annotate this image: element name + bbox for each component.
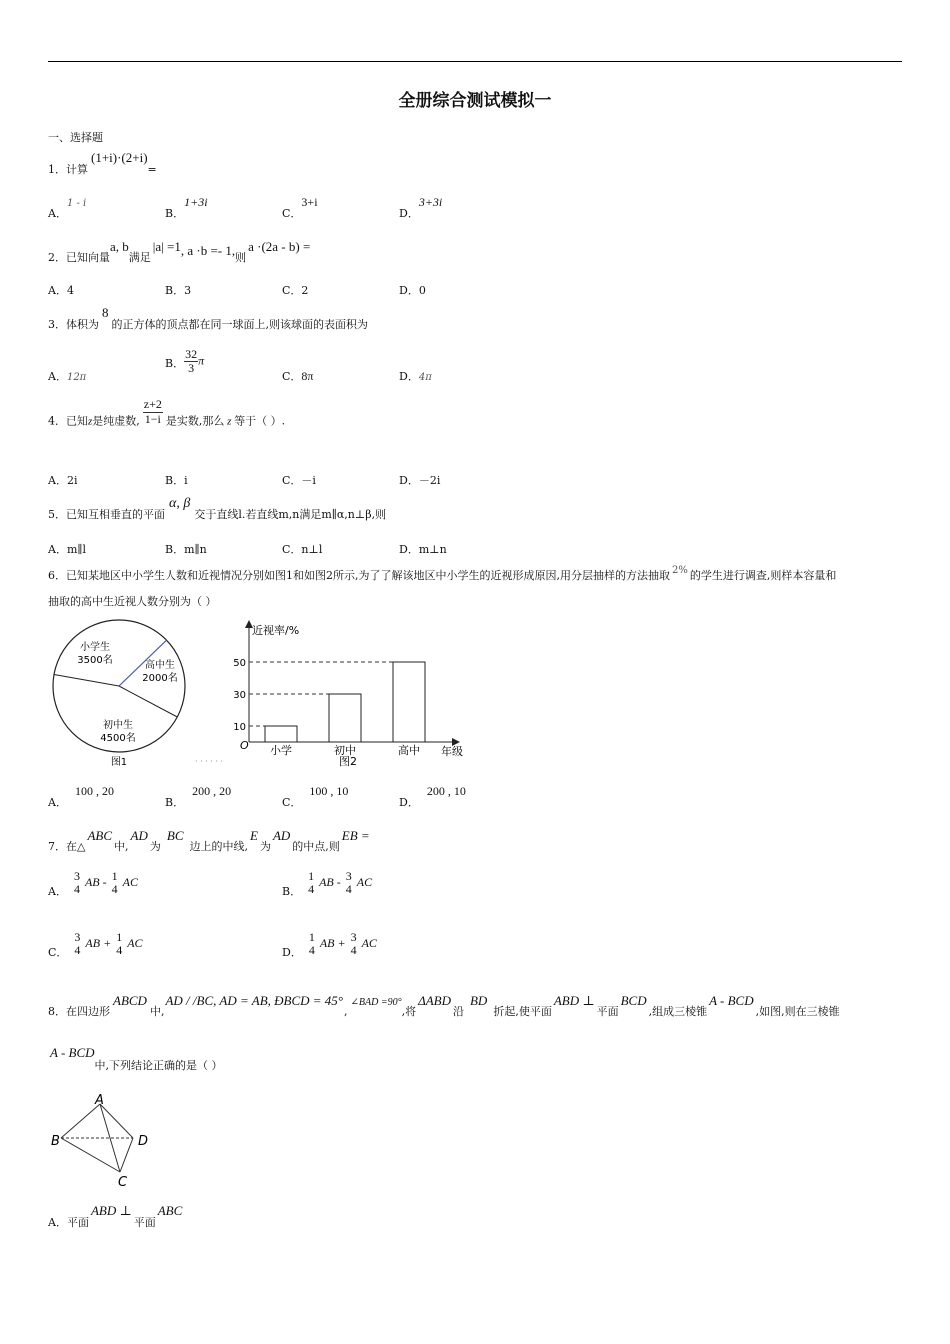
question-1: 1．计算(1+i)·(2+i)=	[48, 150, 157, 176]
question-7: 7．在△ABC中,AD为BC边上的中线,E为AD的中点,则EB =	[48, 828, 370, 853]
q2-option-b: B．3	[165, 284, 192, 297]
page-title: 全册综合测试模拟一	[398, 91, 552, 111]
y-tick-label: 30	[233, 690, 246, 701]
tetrahedron-figure	[48, 1090, 158, 1190]
bar-chart-figure	[228, 618, 468, 770]
question-6-line-2: 抽取的高中生近视人数分别为（ ）	[48, 595, 217, 608]
figure-separator-dots: · · · · · ·	[195, 757, 223, 766]
q3-option-c: C．8π	[282, 369, 314, 383]
question-5: 5．已知互相垂直的平面α, β交于直线l.若直线m,n满足m∥α,n⊥β,则	[48, 496, 387, 521]
bar-3	[393, 662, 425, 742]
q8-option-a: A．平面ABD ⊥平面ABC	[48, 1203, 183, 1229]
vertex-a-label: A	[95, 1093, 104, 1108]
pie-count-primary: 3500名	[77, 655, 113, 666]
bar-1	[265, 726, 297, 742]
pie-label-middle: 初中生	[103, 720, 133, 731]
q2-option-c: C．2	[282, 284, 309, 297]
x-category-label: 高中	[398, 744, 420, 757]
q1-option-a: A．1 - i	[48, 198, 87, 220]
question-4: 4．已知z是纯虚数, $\frac{z+2}{1-i}$ 是实数,那么 z 等于（ ）.	[48, 397, 286, 428]
q1-option-b: B．1+3i	[165, 195, 208, 220]
origin-label: O	[240, 739, 249, 752]
pie-label-high: 高中生	[145, 660, 175, 671]
x-axis-label: 年级	[441, 745, 463, 758]
pie-count-middle: 4500名	[100, 733, 136, 744]
q2-option-d: D．0	[399, 284, 426, 297]
q7-option-d: D． 1 4 AB + 3 4 AC	[282, 930, 377, 960]
x-category-label: 小学	[270, 744, 292, 757]
figure-2-caption: 图2	[339, 755, 357, 768]
pie-chart-figure	[46, 616, 196, 772]
q7-option-a: A． 3 4 AB - 1 4 AC	[48, 869, 138, 899]
vertex-d-label: D	[138, 1134, 149, 1149]
q6-option-d: D．200 , 10	[399, 784, 466, 809]
q4-option-c: C．－i	[282, 474, 316, 487]
q1-option-c: C．3+i	[282, 195, 318, 220]
q7-option-c: C． 3 4 AB + 1 4 AC	[48, 930, 143, 960]
q1-option-d: D．3+3i	[399, 195, 443, 220]
q7-option-b: B． 1 4 AB - 3 4 AC	[282, 869, 373, 899]
pie-label-primary: 小学生	[80, 642, 110, 653]
y-tick-label: 10	[233, 722, 246, 733]
q4-option-a: A．2i	[48, 474, 78, 487]
question-3: 3．体积为8的正方体的顶点都在同一球面上,则该球面的表面积为	[48, 305, 368, 331]
q5-option-b: B．m∥n	[165, 543, 207, 556]
figure-1-caption: 图1	[110, 757, 128, 768]
q3-option-d: D．4π	[399, 370, 432, 383]
question-8-line-1: 8．在四边形ABCD中,AD / /BC, AD = AB, ÐBCD = 45°,∠BAD =90°,将ΔABD沿BD折起,使平面ABD ⊥平面BCD,组成三棱锥A - BCD,如图,则在三棱锥	[48, 993, 840, 1018]
q1-expression: (1+i)·(2+i)	[91, 150, 148, 165]
y-axis-label: 近视率/%	[252, 624, 300, 637]
vertex-b-label: B	[51, 1134, 60, 1149]
q4-option-b: B．i	[165, 474, 188, 487]
q6-option-c: C．100 , 10	[282, 784, 349, 809]
q4-option-d: D．－2i	[399, 474, 441, 487]
top-rule	[48, 61, 902, 62]
q5-option-c: C．n⊥l	[282, 543, 323, 556]
q5-option-a: A．m∥l	[48, 543, 86, 556]
question-8-line-2: A - BCD中,下列结论正确的是（ ）	[50, 1045, 223, 1072]
question-6-line-1: 6．已知某地区中小学生人数和近视情况分别如图1和如图2所示,为了了解该地区中小学生的近视形成原因,用分层抽样的方法抽取 2% 的学生进行调查,则样本容量和	[48, 565, 837, 582]
q6-option-a: A．100 , 20	[48, 784, 114, 809]
vertex-c-label: C	[118, 1175, 128, 1190]
y-tick-label: 50	[233, 658, 246, 669]
section-heading: 一、选择题	[48, 131, 103, 144]
bar-2	[329, 694, 361, 742]
q3-option-b: B． $\frac{32}{3}$ π	[165, 347, 205, 376]
x-category-label: 初中	[334, 744, 356, 757]
q6-option-b: B．200 , 20	[165, 784, 232, 809]
q3-option-a: A．12π	[48, 370, 87, 383]
q2-option-a: A．4	[48, 284, 74, 297]
q5-option-d: D．m⊥n	[399, 543, 447, 556]
pie-count-high: 2000名	[142, 673, 178, 684]
question-2: 2．已知向量a, b满足|a| =1, a ·b =- 1,则a ·(2a - b) =	[48, 239, 311, 264]
